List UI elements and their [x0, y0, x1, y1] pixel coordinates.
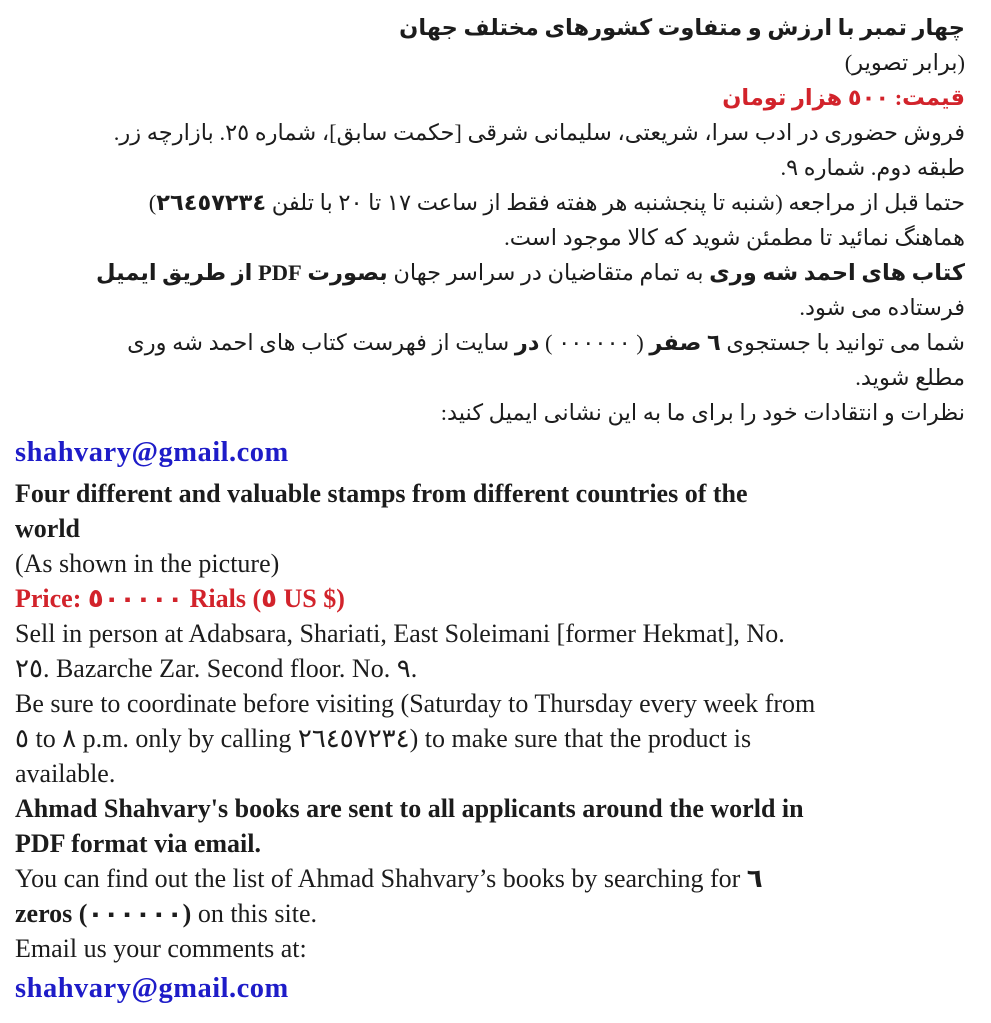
- persian-address-line-1: [15, 115, 965, 150]
- persian-books-pdf-1-seg-0: کتاب های احمد شه وری: [709, 260, 965, 285]
- english-title-2: [15, 511, 965, 546]
- persian-address-line-1-seg-0: فروش حضوری در ادب سرا، شریعتی، سلیمانی شرقی [حکمت سابق]، شماره ٢٥. بازارچه زر.: [113, 120, 965, 145]
- persian-search-zeros-1-seg-4: سایت از فهرست کتاب های احمد شه وری: [127, 330, 515, 355]
- email-link-top-seg-0[interactable]: shahvary@gmail.com: [15, 437, 289, 468]
- persian-picture-note-seg-0: (برابر تصویر): [844, 50, 965, 75]
- english-title-2-seg-0: world: [15, 514, 80, 543]
- english-price-seg-0: Price: ٥٠٠٠٠٠ Rials (٥ US $): [15, 584, 345, 613]
- english-price: [15, 581, 965, 616]
- email-link-top[interactable]: [15, 430, 965, 476]
- english-email-prompt-seg-0: Email us your comments at:: [15, 934, 307, 963]
- english-address-1: [15, 616, 965, 651]
- persian-title-seg-0: چهار تمبر با ارزش و متفاوت کشورهای مختلف جهان: [399, 15, 965, 40]
- persian-price-seg-0: قیمت: ٥٠٠ هزار تومان: [722, 85, 965, 110]
- english-visiting-note-3: [15, 756, 965, 791]
- persian-address-line-2: [15, 150, 965, 185]
- persian-books-pdf-2-seg-0: فرستاده می شود.: [799, 295, 965, 320]
- english-books-pdf-1: [15, 791, 965, 826]
- english-search-zeros-1-seg-1: ٦: [746, 864, 763, 893]
- english-visiting-note-2-seg-0: ٥ to ٨ p.m. only by calling ٢٦٤٥٧٢٣٤) to make sure that the product is: [15, 724, 752, 753]
- persian-search-zeros-1: [15, 325, 965, 360]
- persian-visiting-note-1-seg-2: ): [148, 190, 157, 215]
- persian-books-pdf-1-seg-1: به تمام متقاضیان در سراسر جهان: [387, 260, 710, 285]
- english-search-zeros-2-seg-1: on this site.: [191, 899, 317, 928]
- english-address-1-seg-0: Sell in person at Adabsara, Shariati, East Soleimani [former Hekmat], No.: [15, 619, 785, 648]
- english-title-1-seg-0: Four different and valuable stamps from different countries of the: [15, 479, 748, 508]
- persian-visiting-note-1-seg-0: حتما قبل از مراجعه (شنبه تا پنجشنبه هر هفته فقط از ساعت ١٧ تا ٢٠ با تلفن: [266, 190, 965, 215]
- persian-search-zeros-1-seg-3: در: [514, 330, 540, 355]
- english-address-2: [15, 651, 965, 686]
- english-visiting-note-3-seg-0: available.: [15, 759, 116, 788]
- persian-search-zeros-2: [15, 360, 965, 395]
- persian-email-prompt: [15, 395, 965, 430]
- english-picture-note-seg-0: (As shown in the picture): [15, 549, 280, 578]
- persian-visiting-note-1: [15, 185, 965, 220]
- persian-price: [15, 80, 965, 115]
- english-title-1: [15, 476, 965, 511]
- persian-email-prompt-seg-0: نظرات و انتقادات خود را برای ما به این نشانی ایمیل کنید:: [440, 400, 965, 425]
- persian-visiting-note-2: [15, 220, 965, 255]
- persian-search-zeros-2-seg-0: مطلع شوید.: [855, 365, 965, 390]
- english-visiting-note-2: [15, 721, 965, 756]
- english-search-zeros-2: [15, 896, 965, 931]
- english-address-2-seg-0: ٢٥. Bazarche Zar. Second floor. No. ٩.: [15, 654, 418, 683]
- english-visiting-note-1: [15, 686, 965, 721]
- persian-search-zeros-1-seg-1: ٦ صفر: [649, 330, 721, 355]
- persian-books-pdf-1-seg-2: بصورت PDF از طریق ایمیل: [96, 260, 388, 285]
- persian-address-line-2-seg-0: طبقه دوم. شماره ٩.: [780, 155, 965, 180]
- email-link-bottom[interactable]: [15, 966, 965, 1012]
- english-books-pdf-2-seg-0: PDF format via email.: [15, 829, 261, 858]
- english-picture-note: [15, 546, 965, 581]
- english-search-zeros-2-seg-0: zeros (٠٠٠٠٠٠): [15, 899, 192, 928]
- persian-visiting-note-2-seg-0: هماهنگ نمائید تا مطمئن شوید که کالا موجود است.: [504, 225, 965, 250]
- english-search-zeros-1: [15, 861, 965, 896]
- persian-books-pdf-2: [15, 290, 965, 325]
- english-search-zeros-1-seg-0: You can find out the list of Ahmad Shahvary’s books by searching for: [15, 864, 747, 893]
- persian-picture-note: [15, 45, 965, 80]
- email-link-bottom-seg-0[interactable]: shahvary@gmail.com: [15, 973, 289, 1004]
- english-books-pdf-1-seg-0: Ahmad Shahvary's books are sent to all applicants around the world in: [15, 794, 804, 823]
- persian-search-zeros-1-seg-2: ( ٠٠٠٠٠٠ ): [539, 330, 650, 355]
- persian-search-zeros-1-seg-0: شما می توانید با جستجوی: [720, 330, 965, 355]
- english-email-prompt: [15, 931, 965, 966]
- persian-title: [15, 10, 965, 45]
- english-visiting-note-1-seg-0: Be sure to coordinate before visiting (Saturday to Thursday every week from: [15, 689, 816, 718]
- persian-visiting-note-1-seg-1: ٢٦٤٥٧٢٣٤: [156, 190, 267, 215]
- persian-books-pdf-1: [15, 255, 965, 290]
- english-books-pdf-2: [15, 826, 965, 861]
